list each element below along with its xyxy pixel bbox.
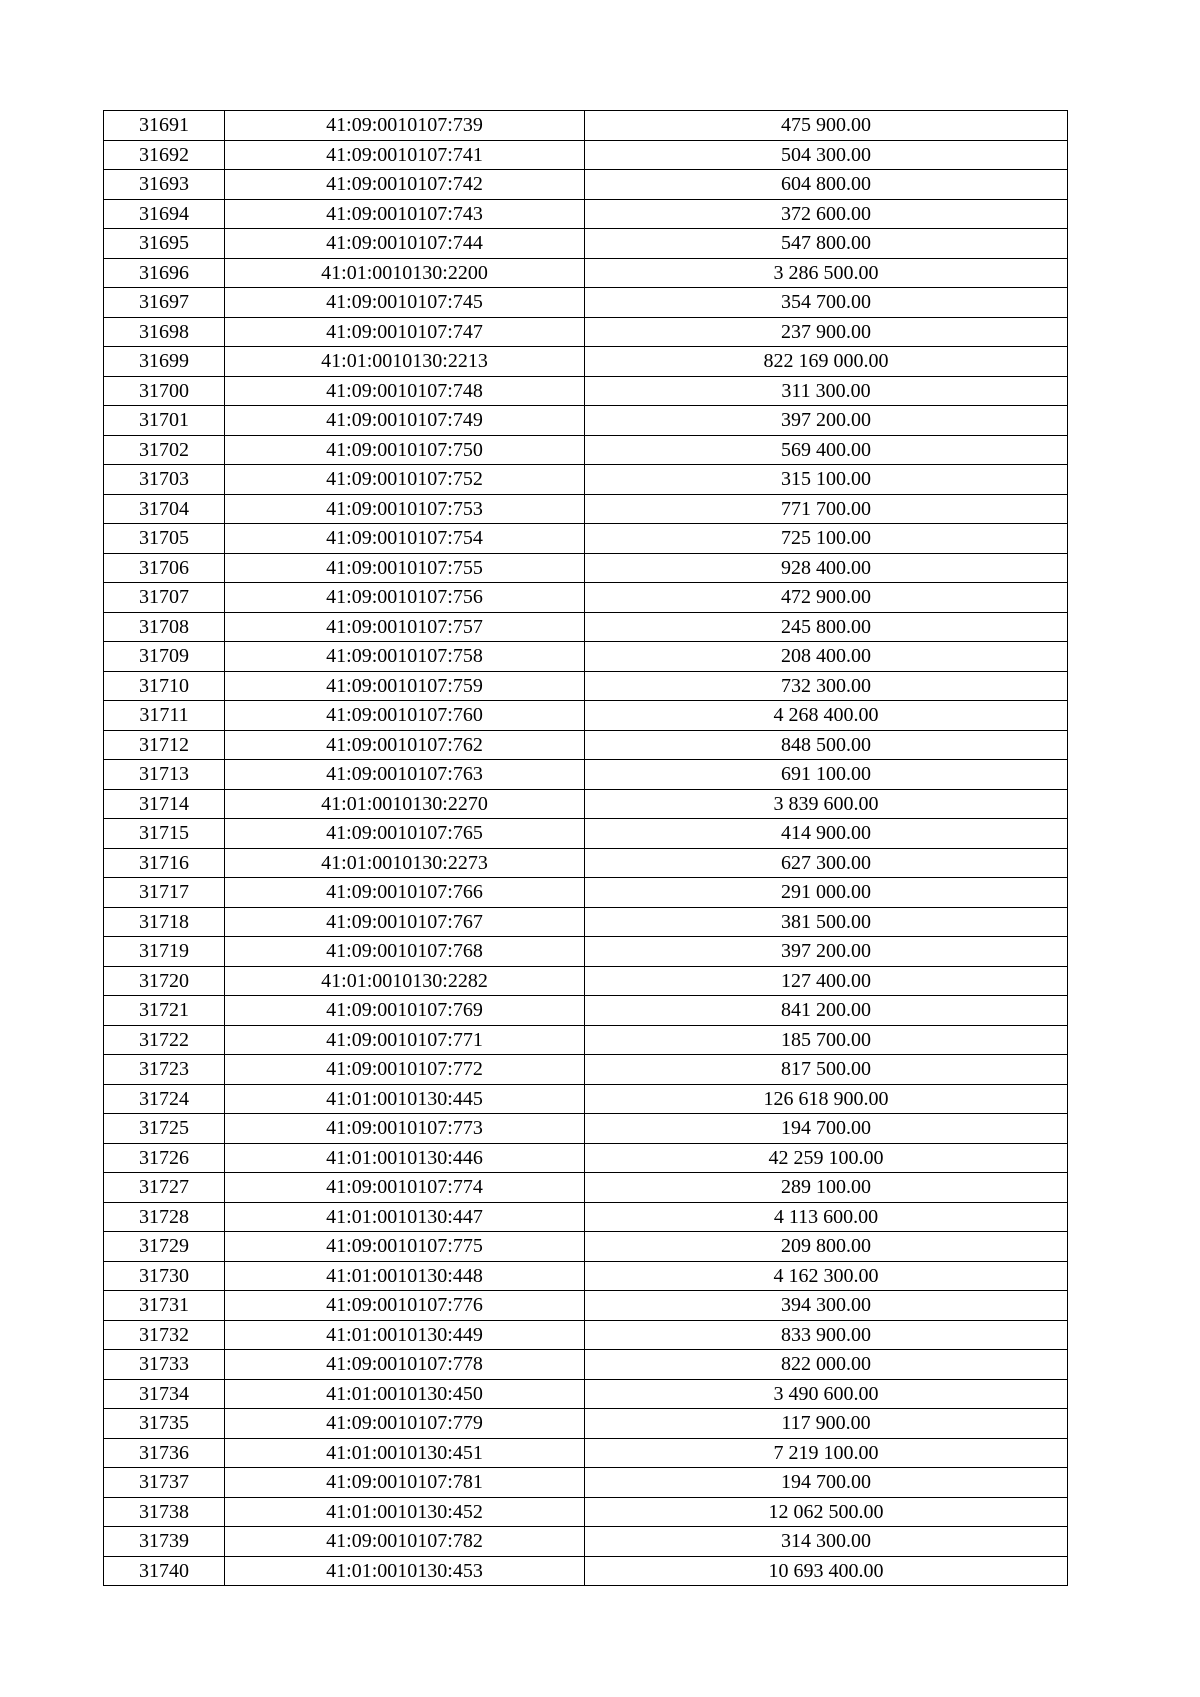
table-row — [104, 730, 1068, 760]
cadastral-value-cell: 194 700.00 — [585, 1114, 1068, 1144]
table-row — [104, 1468, 1068, 1498]
cadastral-value-cell: 627 300.00 — [585, 848, 1068, 878]
row-number-cell: 31732 — [104, 1320, 225, 1350]
cadastral-value-cell: 928 400.00 — [585, 553, 1068, 583]
table-row — [104, 1556, 1068, 1586]
cadastral-number-cell: 41:09:0010107:741 — [225, 140, 585, 170]
cadastral-value-cell: 291 000.00 — [585, 878, 1068, 908]
table-row — [104, 642, 1068, 672]
table-row — [104, 1202, 1068, 1232]
row-number-cell: 31698 — [104, 317, 225, 347]
cadastral-value-cell: 817 500.00 — [585, 1055, 1068, 1085]
row-number-cell: 31704 — [104, 494, 225, 524]
cadastral-value-cell: 771 700.00 — [585, 494, 1068, 524]
cadastral-value-table — [103, 110, 1068, 1586]
row-number-cell: 31691 — [104, 111, 225, 141]
cadastral-number-cell: 41:09:0010107:766 — [225, 878, 585, 908]
cadastral-value-cell: 3 490 600.00 — [585, 1379, 1068, 1409]
table-row — [104, 1379, 1068, 1409]
row-number-cell: 31717 — [104, 878, 225, 908]
row-number-cell: 31695 — [104, 229, 225, 259]
cadastral-number-cell: 41:01:0010130:2213 — [225, 347, 585, 377]
cadastral-number-cell: 41:01:0010130:2273 — [225, 848, 585, 878]
cadastral-value-cell: 3 286 500.00 — [585, 258, 1068, 288]
row-number-cell: 31721 — [104, 996, 225, 1026]
cadastral-number-cell: 41:01:0010130:450 — [225, 1379, 585, 1409]
cadastral-value-cell: 4 113 600.00 — [585, 1202, 1068, 1232]
table-row — [104, 819, 1068, 849]
cadastral-number-cell: 41:01:0010130:448 — [225, 1261, 585, 1291]
cadastral-value-cell: 504 300.00 — [585, 140, 1068, 170]
cadastral-value-cell: 4 162 300.00 — [585, 1261, 1068, 1291]
row-number-cell: 31703 — [104, 465, 225, 495]
row-number-cell: 31700 — [104, 376, 225, 406]
cadastral-number-cell: 41:09:0010107:775 — [225, 1232, 585, 1262]
row-number-cell: 31723 — [104, 1055, 225, 1085]
table-row — [104, 937, 1068, 967]
cadastral-value-cell: 833 900.00 — [585, 1320, 1068, 1350]
table-row — [104, 1261, 1068, 1291]
table-row — [104, 465, 1068, 495]
row-number-cell: 31706 — [104, 553, 225, 583]
row-number-cell: 31734 — [104, 1379, 225, 1409]
cadastral-value-cell: 117 900.00 — [585, 1409, 1068, 1439]
table-row — [104, 435, 1068, 465]
cadastral-number-cell: 41:01:0010130:2270 — [225, 789, 585, 819]
row-number-cell: 31738 — [104, 1497, 225, 1527]
cadastral-value-cell: 127 400.00 — [585, 966, 1068, 996]
table-row — [104, 1350, 1068, 1380]
cadastral-number-cell: 41:09:0010107:782 — [225, 1527, 585, 1557]
cadastral-number-cell: 41:09:0010107:739 — [225, 111, 585, 141]
table-row — [104, 789, 1068, 819]
cadastral-number-cell: 41:09:0010107:769 — [225, 996, 585, 1026]
table-row — [104, 996, 1068, 1026]
cadastral-value-cell: 12 062 500.00 — [585, 1497, 1068, 1527]
row-number-cell: 31729 — [104, 1232, 225, 1262]
cadastral-value-cell: 372 600.00 — [585, 199, 1068, 229]
cadastral-number-cell: 41:01:0010130:446 — [225, 1143, 585, 1173]
cadastral-value-cell: 245 800.00 — [585, 612, 1068, 642]
cadastral-value-cell: 3 839 600.00 — [585, 789, 1068, 819]
cadastral-value-cell: 237 900.00 — [585, 317, 1068, 347]
table-row — [104, 1114, 1068, 1144]
table-row — [104, 140, 1068, 170]
row-number-cell: 31699 — [104, 347, 225, 377]
cadastral-number-cell: 41:09:0010107:773 — [225, 1114, 585, 1144]
cadastral-number-cell: 41:09:0010107:767 — [225, 907, 585, 937]
cadastral-number-cell: 41:01:0010130:453 — [225, 1556, 585, 1586]
cadastral-value-cell: 381 500.00 — [585, 907, 1068, 937]
row-number-cell: 31725 — [104, 1114, 225, 1144]
table-row — [104, 878, 1068, 908]
row-number-cell: 31694 — [104, 199, 225, 229]
table-row — [104, 1497, 1068, 1527]
cadastral-number-cell: 41:09:0010107:756 — [225, 583, 585, 613]
cadastral-number-cell: 41:09:0010107:776 — [225, 1291, 585, 1321]
row-number-cell: 31735 — [104, 1409, 225, 1439]
cadastral-value-cell: 314 300.00 — [585, 1527, 1068, 1557]
cadastral-number-cell: 41:01:0010130:447 — [225, 1202, 585, 1232]
cadastral-number-cell: 41:09:0010107:759 — [225, 671, 585, 701]
table-row — [104, 376, 1068, 406]
table-row — [104, 848, 1068, 878]
cadastral-number-cell: 41:09:0010107:763 — [225, 760, 585, 790]
cadastral-value-cell: 547 800.00 — [585, 229, 1068, 259]
table-row — [104, 1291, 1068, 1321]
row-number-cell: 31722 — [104, 1025, 225, 1055]
cadastral-number-cell: 41:01:0010130:449 — [225, 1320, 585, 1350]
row-number-cell: 31702 — [104, 435, 225, 465]
row-number-cell: 31708 — [104, 612, 225, 642]
cadastral-number-cell: 41:09:0010107:743 — [225, 199, 585, 229]
cadastral-number-cell: 41:01:0010130:451 — [225, 1438, 585, 1468]
cadastral-value-cell: 569 400.00 — [585, 435, 1068, 465]
table-row — [104, 1055, 1068, 1085]
cadastral-number-cell: 41:09:0010107:748 — [225, 376, 585, 406]
cadastral-value-cell: 691 100.00 — [585, 760, 1068, 790]
table-row — [104, 1025, 1068, 1055]
row-number-cell: 31730 — [104, 1261, 225, 1291]
row-number-cell: 31727 — [104, 1173, 225, 1203]
table-row — [104, 583, 1068, 613]
row-number-cell: 31710 — [104, 671, 225, 701]
table-row — [104, 229, 1068, 259]
table-row — [104, 1527, 1068, 1557]
cadastral-value-cell: 311 300.00 — [585, 376, 1068, 406]
cadastral-value-cell: 822 000.00 — [585, 1350, 1068, 1380]
cadastral-value-cell: 185 700.00 — [585, 1025, 1068, 1055]
row-number-cell: 31711 — [104, 701, 225, 731]
table-row — [104, 494, 1068, 524]
row-number-cell: 31728 — [104, 1202, 225, 1232]
cadastral-number-cell: 41:09:0010107:779 — [225, 1409, 585, 1439]
cadastral-value-cell: 209 800.00 — [585, 1232, 1068, 1262]
cadastral-value-cell: 397 200.00 — [585, 406, 1068, 436]
cadastral-value-cell: 732 300.00 — [585, 671, 1068, 701]
cadastral-value-cell: 315 100.00 — [585, 465, 1068, 495]
table-row — [104, 1409, 1068, 1439]
table-row — [104, 1143, 1068, 1173]
cadastral-number-cell: 41:09:0010107:768 — [225, 937, 585, 967]
table-row — [104, 1438, 1068, 1468]
table-row — [104, 199, 1068, 229]
row-number-cell: 31707 — [104, 583, 225, 613]
table-row — [104, 612, 1068, 642]
table-row — [104, 701, 1068, 731]
table-row — [104, 288, 1068, 318]
cadastral-value-cell: 414 900.00 — [585, 819, 1068, 849]
row-number-cell: 31709 — [104, 642, 225, 672]
row-number-cell: 31719 — [104, 937, 225, 967]
cadastral-value-cell: 4 268 400.00 — [585, 701, 1068, 731]
table-row — [104, 317, 1068, 347]
cadastral-value-cell: 725 100.00 — [585, 524, 1068, 554]
cadastral-number-cell: 41:09:0010107:772 — [225, 1055, 585, 1085]
cadastral-value-cell: 472 900.00 — [585, 583, 1068, 613]
cadastral-number-cell: 41:01:0010130:2200 — [225, 258, 585, 288]
row-number-cell: 31737 — [104, 1468, 225, 1498]
cadastral-value-cell: 289 100.00 — [585, 1173, 1068, 1203]
cadastral-value-cell: 848 500.00 — [585, 730, 1068, 760]
cadastral-number-cell: 41:01:0010130:445 — [225, 1084, 585, 1114]
cadastral-number-cell: 41:09:0010107:744 — [225, 229, 585, 259]
row-number-cell: 31715 — [104, 819, 225, 849]
cadastral-value-cell: 841 200.00 — [585, 996, 1068, 1026]
cadastral-number-cell: 41:09:0010107:760 — [225, 701, 585, 731]
cadastral-number-cell: 41:09:0010107:745 — [225, 288, 585, 318]
row-number-cell: 31713 — [104, 760, 225, 790]
row-number-cell: 31736 — [104, 1438, 225, 1468]
table-row — [104, 966, 1068, 996]
cadastral-value-cell: 394 300.00 — [585, 1291, 1068, 1321]
table-row — [104, 671, 1068, 701]
table-row — [104, 524, 1068, 554]
row-number-cell: 31697 — [104, 288, 225, 318]
table-row — [104, 170, 1068, 200]
table-body — [104, 111, 1068, 1586]
row-number-cell: 31693 — [104, 170, 225, 200]
row-number-cell: 31718 — [104, 907, 225, 937]
row-number-cell: 31724 — [104, 1084, 225, 1114]
cadastral-value-cell: 822 169 000.00 — [585, 347, 1068, 377]
row-number-cell: 31739 — [104, 1527, 225, 1557]
cadastral-number-cell: 41:09:0010107:778 — [225, 1350, 585, 1380]
table-row — [104, 1232, 1068, 1262]
row-number-cell: 31740 — [104, 1556, 225, 1586]
table-row — [104, 1084, 1068, 1114]
cadastral-value-cell: 42 259 100.00 — [585, 1143, 1068, 1173]
cadastral-number-cell: 41:09:0010107:774 — [225, 1173, 585, 1203]
cadastral-value-cell: 126 618 900.00 — [585, 1084, 1068, 1114]
table-row — [104, 111, 1068, 141]
cadastral-number-cell: 41:09:0010107:771 — [225, 1025, 585, 1055]
cadastral-value-cell: 194 700.00 — [585, 1468, 1068, 1498]
row-number-cell: 31701 — [104, 406, 225, 436]
row-number-cell: 31716 — [104, 848, 225, 878]
table-row — [104, 1320, 1068, 1350]
table-row — [104, 553, 1068, 583]
table-row — [104, 347, 1068, 377]
cadastral-value-cell: 208 400.00 — [585, 642, 1068, 672]
cadastral-number-cell: 41:09:0010107:758 — [225, 642, 585, 672]
row-number-cell: 31692 — [104, 140, 225, 170]
row-number-cell: 31726 — [104, 1143, 225, 1173]
cadastral-number-cell: 41:09:0010107:750 — [225, 435, 585, 465]
cadastral-number-cell: 41:09:0010107:781 — [225, 1468, 585, 1498]
row-number-cell: 31696 — [104, 258, 225, 288]
table-row — [104, 258, 1068, 288]
cadastral-number-cell: 41:01:0010130:2282 — [225, 966, 585, 996]
cadastral-value-cell: 354 700.00 — [585, 288, 1068, 318]
table-row — [104, 760, 1068, 790]
cadastral-number-cell: 41:09:0010107:753 — [225, 494, 585, 524]
document-page — [103, 110, 1067, 1586]
row-number-cell: 31731 — [104, 1291, 225, 1321]
cadastral-number-cell: 41:09:0010107:742 — [225, 170, 585, 200]
table-row — [104, 406, 1068, 436]
cadastral-value-cell: 10 693 400.00 — [585, 1556, 1068, 1586]
row-number-cell: 31733 — [104, 1350, 225, 1380]
cadastral-number-cell: 41:09:0010107:754 — [225, 524, 585, 554]
row-number-cell: 31712 — [104, 730, 225, 760]
cadastral-number-cell: 41:09:0010107:755 — [225, 553, 585, 583]
cadastral-number-cell: 41:09:0010107:747 — [225, 317, 585, 347]
row-number-cell: 31714 — [104, 789, 225, 819]
table-row — [104, 907, 1068, 937]
cadastral-value-cell: 397 200.00 — [585, 937, 1068, 967]
row-number-cell: 31705 — [104, 524, 225, 554]
cadastral-number-cell: 41:09:0010107:765 — [225, 819, 585, 849]
cadastral-number-cell: 41:09:0010107:762 — [225, 730, 585, 760]
cadastral-number-cell: 41:09:0010107:752 — [225, 465, 585, 495]
cadastral-number-cell: 41:01:0010130:452 — [225, 1497, 585, 1527]
cadastral-value-cell: 604 800.00 — [585, 170, 1068, 200]
cadastral-value-cell: 475 900.00 — [585, 111, 1068, 141]
cadastral-number-cell: 41:09:0010107:749 — [225, 406, 585, 436]
cadastral-value-cell: 7 219 100.00 — [585, 1438, 1068, 1468]
row-number-cell: 31720 — [104, 966, 225, 996]
table-row — [104, 1173, 1068, 1203]
cadastral-number-cell: 41:09:0010107:757 — [225, 612, 585, 642]
